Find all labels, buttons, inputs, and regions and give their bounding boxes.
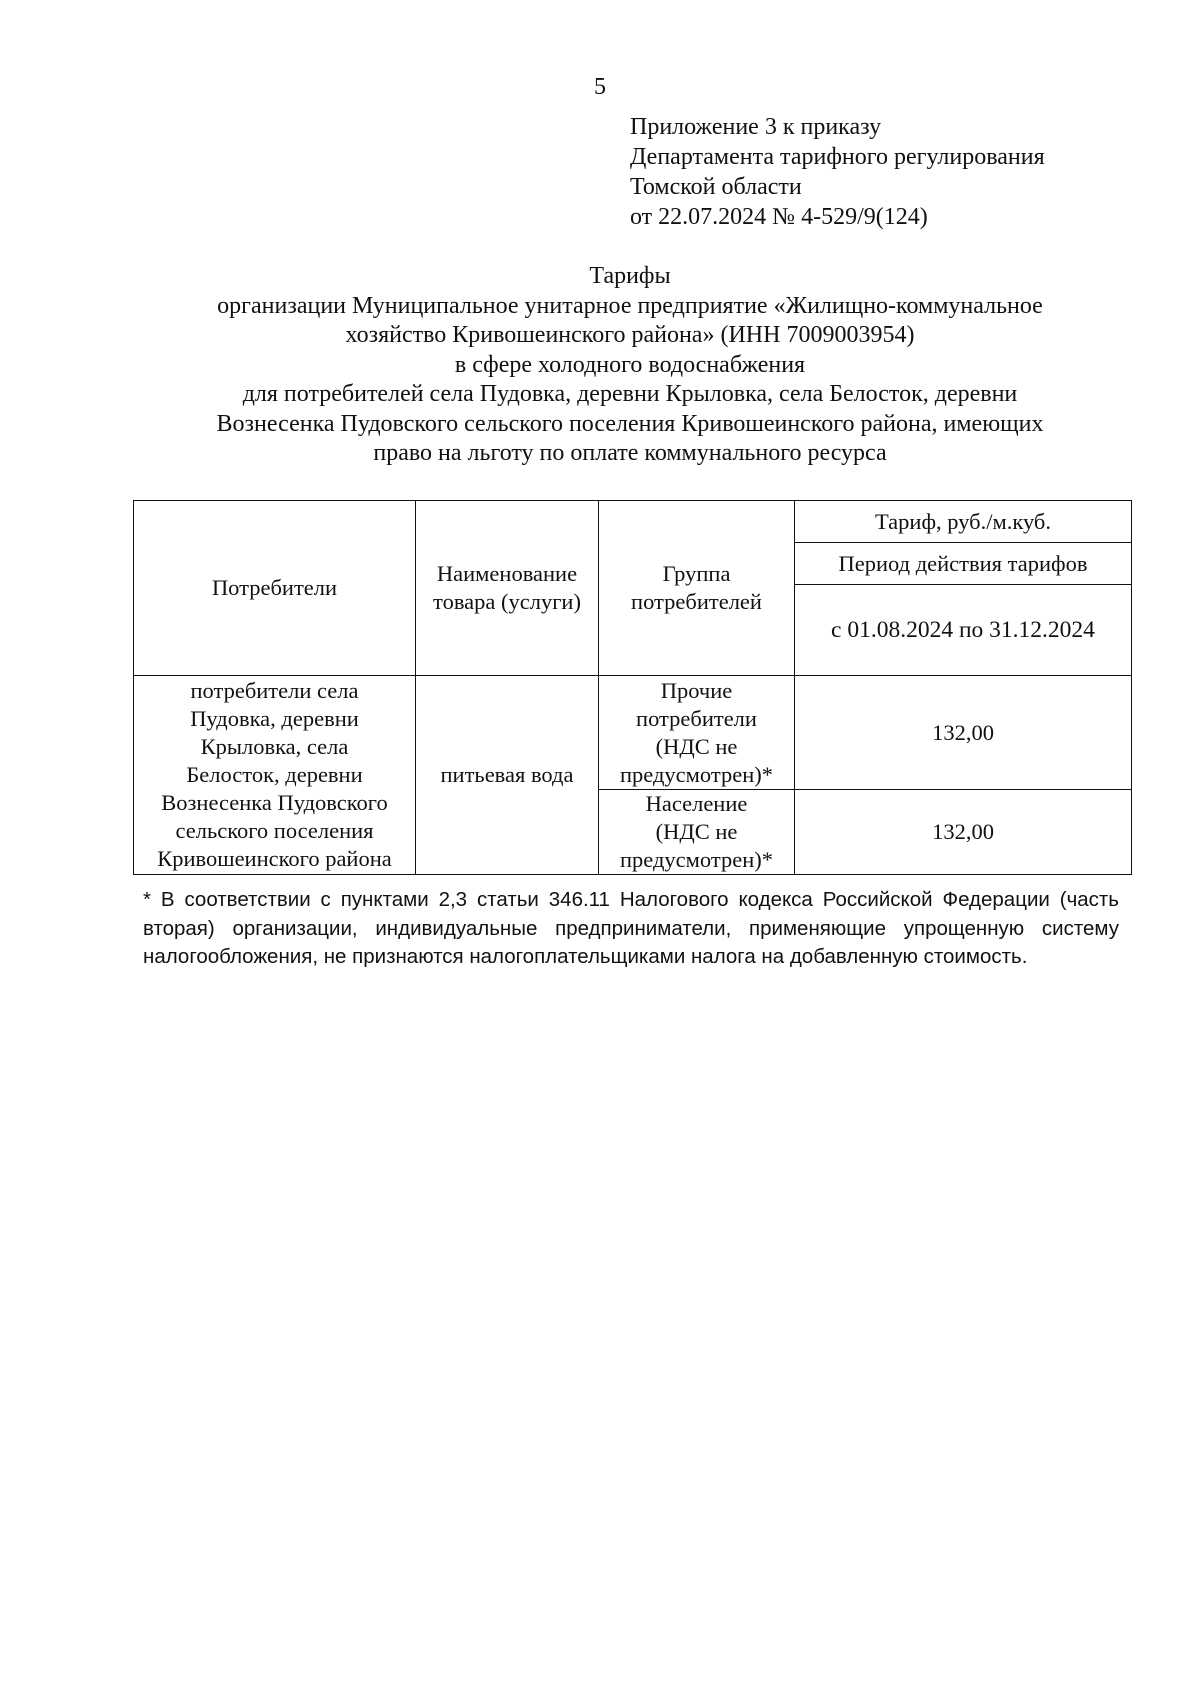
tariff-table (133, 500, 1132, 875)
title-line: хозяйство Кривошеинского района» (ИНН 7009003954) (345, 322, 915, 348)
group-line: потребители (636, 705, 757, 731)
appendix-line: от 22.07.2024 № 4-529/9(124) (630, 204, 928, 230)
header-period-value: с 01.08.2024 по 31.12.2024 (795, 585, 1132, 676)
group-line: (НДС не (655, 819, 738, 844)
consumers-line: Крыловка, села (200, 734, 349, 759)
appendix-reference (630, 112, 1150, 232)
header-consumers-label: Потребители (211, 575, 338, 600)
page-number: 5 (594, 74, 606, 100)
consumers-line: Кривошеинского района (157, 846, 392, 871)
group-line: (НДС не (655, 733, 738, 759)
table-row (134, 676, 1132, 790)
header-tariff: Тариф, руб./м.куб. (795, 501, 1132, 543)
group-cell (599, 790, 795, 875)
group-line: Население (645, 791, 748, 816)
consumers-line: Белосток, деревни (186, 762, 363, 787)
group-line: предусмотрен)* (620, 761, 773, 787)
title-line: организации Муниципальное унитарное предприятие «Жилищно-коммунальное (217, 292, 1043, 319)
appendix-line: Приложение 3 к приказу (630, 114, 882, 140)
appendix-line: Департамента тарифного регулирования (630, 144, 1045, 170)
title-line: Вознесенка Пудовского сельского поселения Кривошеинского района, имеющих (216, 410, 1044, 437)
appendix-line: Томской области (630, 174, 802, 200)
title-line: в сфере холодного водоснабжения (454, 351, 806, 378)
group-cell (599, 676, 795, 790)
header-group (599, 501, 795, 676)
header-period: Период действия тарифов (795, 543, 1132, 585)
consumers-cell (134, 676, 416, 875)
tariff-value-cell: 132,00 (795, 790, 1132, 875)
group-line: предусмотрен)* (620, 847, 773, 872)
goods-cell: питьевая вода (416, 676, 599, 875)
consumers-line: сельского поселения (175, 818, 374, 843)
group-line: Прочие (660, 677, 733, 703)
title-heading: Тарифы (589, 263, 671, 289)
header-consumers (134, 501, 416, 676)
header-goods (416, 501, 599, 676)
footnote: * В соответствии с пунктами 2,3 статьи 346.11 Налогового кодекса Российской Федерации (часть вторая) организации, индивидуальные предприниматели, применяющие упрощенную систему налогообложения, не признаются налогоплательщиками налога на добавленную стоимость. (143, 888, 1119, 968)
document-title (130, 262, 1130, 469)
title-line: право на льготу по оплате коммунального ресурса (373, 440, 887, 466)
header-goods-line: товара (услуги) (433, 589, 581, 614)
table-header-row (134, 501, 1132, 543)
header-group-line: Группа (662, 561, 731, 586)
header-group-line: потребителей (631, 589, 762, 614)
consumers-line: Пудовка, деревни (190, 706, 359, 731)
title-line: для потребителей села Пудовка, деревни Крыловка, села Белосток, деревни (242, 381, 1018, 407)
consumers-line: Вознесенка Пудовского (161, 790, 388, 815)
header-goods-line: Наименование (436, 561, 578, 586)
tariff-value-cell: 132,00 (795, 676, 1132, 790)
consumers-line: потребители села (190, 678, 359, 703)
